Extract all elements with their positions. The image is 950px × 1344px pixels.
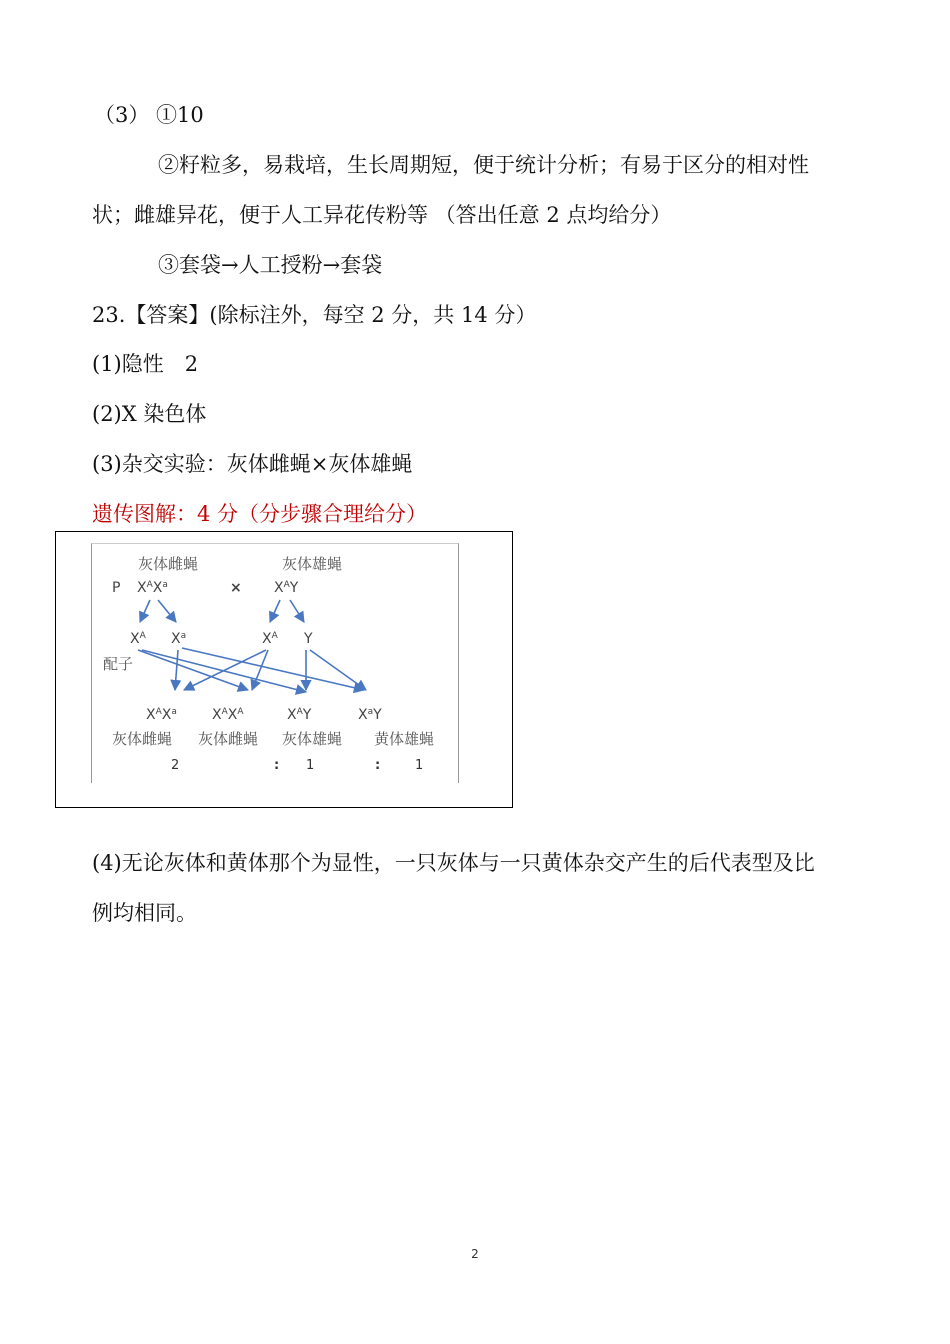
answer-3-part1: （3） ①10 [94,103,204,127]
offspring-genotype-XAY: $X^AY$ [287,707,312,723]
question-23-heading: 23.【答案】(除标注外，每空 2 分，共 14 分） [92,303,537,327]
cross-symbol: × [230,580,242,596]
ratio-value-1: 2 [171,758,180,773]
gamete-XA-male: $X^A$ [262,631,278,647]
p-label: P [112,580,121,596]
arrow-female-to-XA [140,600,150,622]
gamete-Y-male: Y [304,631,313,647]
parent-male-genotype: $X^AY$ [274,580,299,596]
answer-3-part2-line2: 状；雌雄异花，便于人工异花传粉等 （答出任意 2 点均给分） [92,203,672,227]
arrow-female-to-Xa [158,600,176,622]
offspring-genotype-XAXA: $X^AX^A$ [212,707,244,723]
answer-23-4-line2: 例均相同。 [92,901,197,925]
gamete-XA-female: $X^A$ [130,631,146,647]
answer-23-1: (1)隐性 2 [92,352,199,376]
offspring-genotype-XaY: $X^aY$ [358,707,382,723]
arrow-male-to-XA [270,600,280,622]
arrow-male-to-Y [290,600,304,622]
gamete-Xa-female: $X^a$ [171,631,187,647]
ratio-value-3: 1 [415,758,424,773]
offspring-phenotype-4: 黄体雄蝇 [374,730,435,748]
answer-23-2: (2)X 染色体 [92,402,207,426]
page-number: 2 [471,1247,479,1261]
genetic-diagram-note: 遗传图解：4 分（分步骤合理给分） [92,502,428,526]
offspring-phenotype-1: 灰体雌蝇 [112,730,173,748]
offspring-phenotype-2: 灰体雌蝇 [198,730,259,748]
gamete-label: 配子 [103,655,134,673]
parent-male-label: 灰体雄蝇 [282,555,343,573]
ratio-separator-1: : [274,758,280,773]
ratio-separator-2: : [375,758,381,773]
offspring-phenotype-3: 灰体雄蝇 [282,730,343,748]
arrow-femaleXa-to-XAXa [175,650,178,690]
answer-23-4-line1: (4)无论灰体和黄体那个为显性，一只灰体与一只黄体杂交产生的后代表型及比 [92,851,815,875]
arrow-femaleXA-to-XAXA [138,650,248,690]
answer-23-3: (3)杂交实验：灰体雌蝇×灰体雄蝇 [92,452,413,476]
answer-3-part3: ③套袋→人工授粉→套袋 [158,253,383,277]
answer-3-part2-line1: ②籽粒多，易栽培，生长周期短，便于统计分析；有易于区分的相对性 [158,153,809,177]
parent-female-label: 灰体雌蝇 [138,555,199,573]
ratio-value-2: 1 [306,758,315,773]
parent-female-genotype: $X^AX^a$ [137,580,168,596]
offspring-genotype-XAXa: $X^AX^a$ [146,707,177,723]
